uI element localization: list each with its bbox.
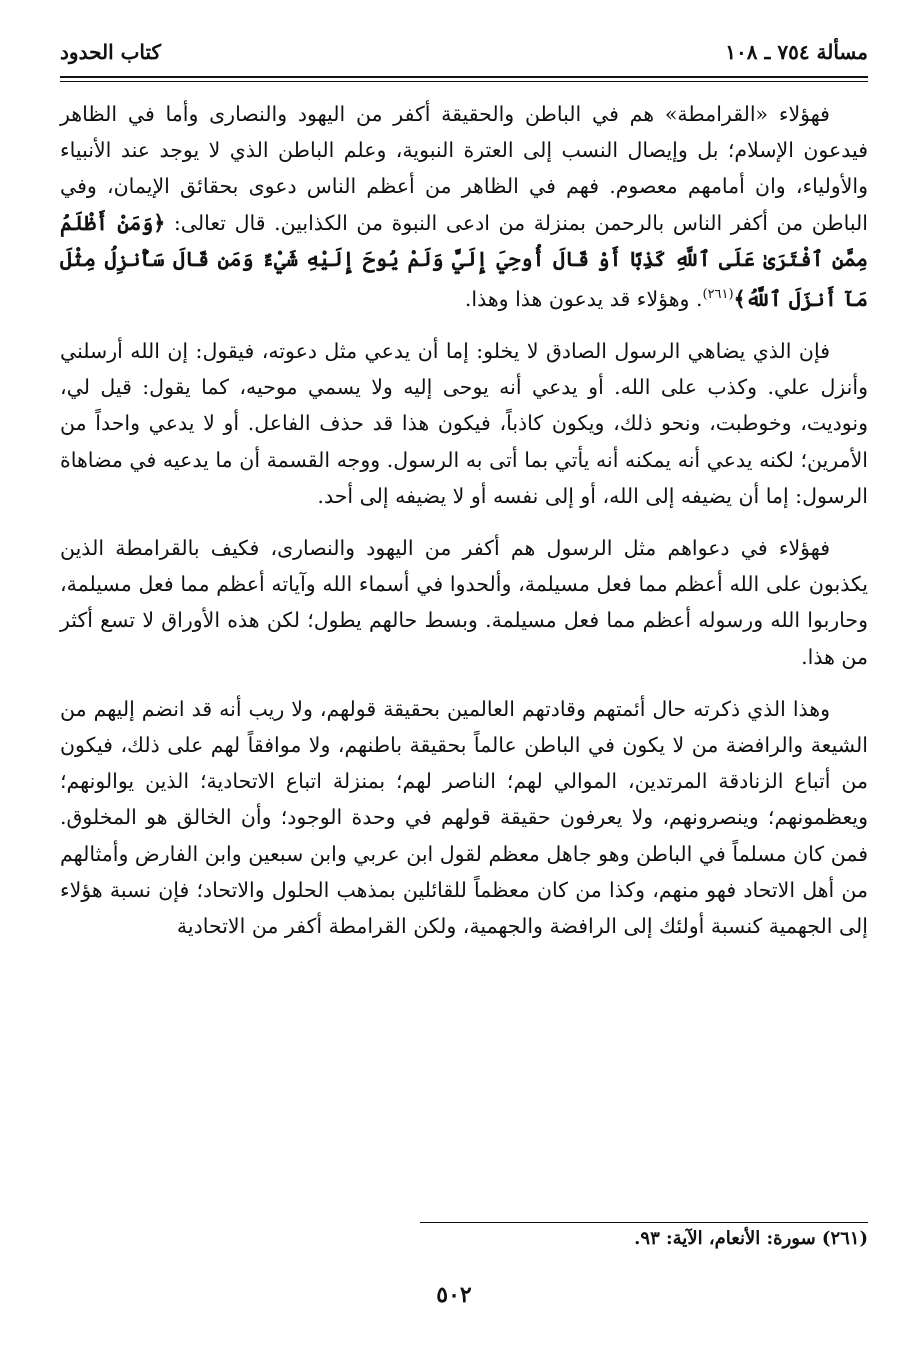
paragraph-3: فهؤلاء في دعواهم مثل الرسول هم أكفر من اليهود والنصارى، فكيف بالقرامطة الذين يكذبون على الله أعظم مما فعل مسيلمة، وألحدوا في أسماء الله وآياته أعظم مما فعل مسيلمة، وحاربوا الله ورسوله أعظم مما فعل مسيلمة. وبسط حالهم يطول؛ لكن هذه الأوراق لا تسع أكثر من هذا. bbox=[60, 536, 868, 669]
main-text bbox=[60, 96, 868, 960]
paragraph-4: وهذا الذي ذكرته حال أئمتهم وقادتهم العالمين بحقيقة قولهم، ولا ريب أنه قد انضم إليهم من الشيعة والرافضة من لا يكون في الباطن عالماً بحقيقة باطنهم، ولا موافقاً لهم على ذلك، فيكون من أتباع الزنادقة المرتدين، الموالي لهم؛ الناصر لهم؛ بمنزلة اتباع الاتحادية؛ الذين يوالونهم؛ ويعظمونهم؛ وينصرونهم، ولا يعرفون حقيقة قولهم في وحدة الوجود؛ وأن الخالق هو المخلوق. فمن كان مسلماً في الباطن وهو جاهل معظم لقول ابن عربي وابن سبعين وابن الفارض وأمثالهم من أهل الاتحاد فهو منهم، وكذا من كان معظماً للقائلين بمذهب الحلول والاتحاد؛ فإن نسبة هؤلاء إلى الجهمية كنسبة أولئك إلى الرافضة والجهمية، ولكن القرامطة أكفر من الاتحادية bbox=[60, 696, 868, 939]
running-header bbox=[60, 36, 868, 76]
paragraph-2: فإن الذي يضاهي الرسول الصادق لا يخلو: إما أن يدعي مثل دعوته، فيقول: إن الله أرسلني وأنزل علي. وكذب على الله. أو يدعي أنه يوحى إليه ولا يسمي موحيه، كما يقول: قيل لي، ونوديت، وخوطبت، ونحو ذلك، ويكون كاذباً، فيكون هذا قد حذف الفاعل. أو لا يدعي واحداً من الأمرين؛ لكنه يدعي أنه يمكنه أنه يأتي بما أتى به الرسول. ووجه القسمة أن ما يدعيه في مضاهاة الرسول: إما أن يضيفه إلى الله، أو إلى نفسه أو لا يضيفه إلى أحد. bbox=[60, 339, 868, 508]
page-number: ٥٠٢ bbox=[436, 1282, 472, 1308]
footnote-rule bbox=[420, 1222, 868, 1223]
footnote-ref: (٢٦١) bbox=[702, 287, 734, 303]
header-rule bbox=[60, 76, 868, 78]
quran-verse: ﴿وَمَنْ أَظْلَمُ مِمَّنِ ٱفْتَرَىٰ عَلَى ٱللَّهِ كَذِبًا أَوْ قَالَ أُوحِيَ إِلَيَّ وَلَمْ يُوحَ إِلَيْهِ شَيْءٌ وَمَن قَالَ سَأُنزِلُ مِثْلَ مَآ أَنزَلَ ٱللَّهُ﴾ bbox=[60, 210, 868, 311]
paragraph-1-text: فهؤلاء «القرامطة» هم في الباطن والحقيقة أكفر من اليهود والنصارى وأما في الظاهر فيدعون الإسلام؛ بل وإيصال النسب إلى العترة النبوية، وعلم الباطن الذي لا يوجد عند الأنبياء والأولياء، وان أمامهم معصوم. فهم في الظاهر من أعظم الناس دعوى بحقائق الإيمان، وفي الباطن من أكفر الناس بالرحمن بمنزلة من ادعى النبوة من الكذابين. قال تعالى: bbox=[60, 102, 868, 235]
footnote: (٢٦١) سورة: الأنعام، الآية: ٩٣. bbox=[634, 1228, 868, 1249]
paragraph-1-end: . وهؤلاء قد يدعون هذا وهذا. bbox=[464, 286, 703, 311]
paragraph-1 bbox=[60, 96, 868, 317]
header-book-title: كتاب الحدود bbox=[60, 40, 162, 64]
header-issue-number: مسألة ٧٥٤ ـ ١٠٨ bbox=[725, 40, 868, 64]
header-rule-thin bbox=[60, 81, 868, 82]
